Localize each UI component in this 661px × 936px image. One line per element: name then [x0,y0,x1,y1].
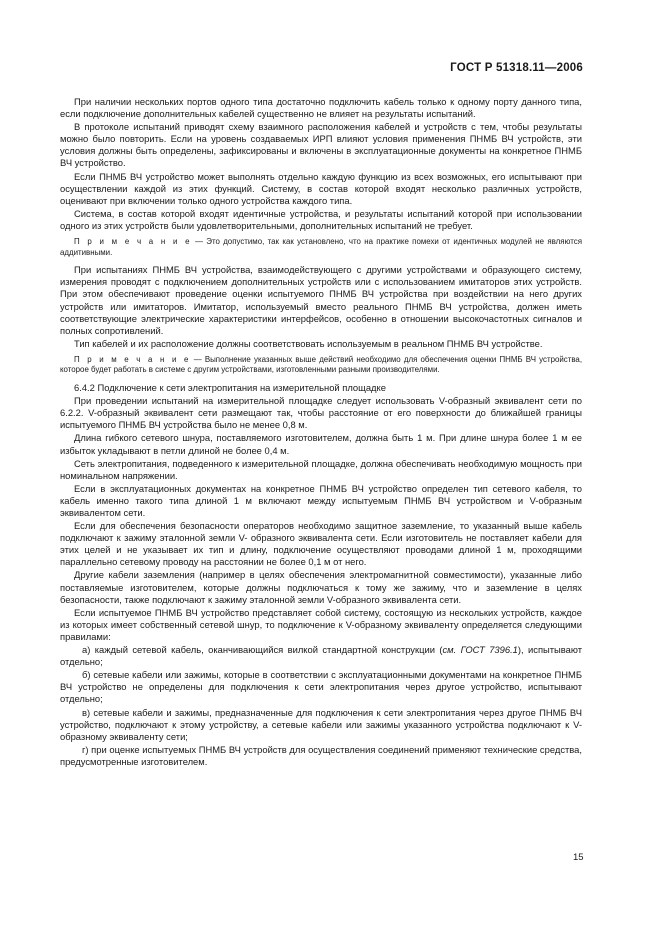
paragraph: При испытаниях ПНМБ ВЧ устройства, взаимодействующего с другими устройствами и образующего систему, измерения проводят с подключением дополнительных устройств или с использованием имитаторов этих устройств. При этом обеспечивают проведение оценки испытуемого ПНМБ ВЧ устройства при воздействии на него других устройств или имитаторов. Имитатор, используемый вместо реального ПНМБ ВЧ устройства, должен иметь соответствующие электрические характеристики интерфейсов, особенно в отношении высокочастотных сигналов и полных сопротивлений. [60,264,582,336]
document-body [60,96,582,769]
paragraph: Если для обеспечения безопасности операторов необходимо защитное заземление, то указанный выше кабель подключают к зажиму эталонной земли V- образного эквивалента сети. Если изготовитель не поставляет кабели для этих целей и не указывает их тип и длину, подключение осуществляют проводами длиной 1 м, проходящими параллельно сетевому проводу на расстоянии не более 0,1 м от него. [60,520,582,568]
note-text: — Выполнение указанных выше действий необходимо для обеспечения оценки ПНМБ ВЧ устройства, которое будет работать в системе с другим устройствами, изготовленными разными производителями. [60,354,583,375]
list-item-text: ), испытывают отдельно; [60,644,583,668]
paragraph: При проведении испытаний на измерительной площадке следует использовать V-образный эквивалент сети по 6.2.2. V-образный эквивалент сети размещают так, чтобы расстояние от его поверхности до ближайшей границы испытуемого ПНМБ ВЧ устройства было не менее 0,8 м. [60,395,582,431]
paragraph: Система, в состав которой входят идентичные устройства, и результаты испытаний которой при использовании одного из этих устройств были удовлетворительными, дополнительных испытаний не требует. [60,207,582,231]
paragraph: Сеть электропитания, подведенного к измерительной площадке, должна обеспечивать необходимую мощность при номинальном напряжении. [60,457,582,481]
list-item: в) сетевые кабели и зажимы, предназначенные для подключения к сети электропитания через другое ПНМБ ВЧ устройство, подключают к этому устройству, а сетевые кабели или зажимы указанного устройства подключают к V-образному эквиваленту сети; [60,706,582,742]
list-item: г) при оценке испытуемых ПНМБ ВЧ устройств для осуществления соединений применяют технические средства, предусмотренные изготовителем. [60,743,582,767]
note [60,237,582,258]
paragraph: Другие кабели заземления (например в целях обеспечения электромагнитной совместимости), указанные либо поставляемые изготовителем, которые должны подключаться к тому же зажиму, что и заземление в целях безопасности, также подключают к зажиму эталонной земли V-образного эквивалента сети. [60,569,582,605]
note-label: П р и м е ч а н и е [74,237,192,247]
paragraph: Если испытуемое ПНМБ ВЧ устройство представляет собой систему, состоящую из нескольких устройств, каждое из которых имеет собственный сетевой шнур, то подключение к V-образному эквиваленту определяется следующими правилами: [60,606,582,642]
standard-header: ГОСТ Р 51318.11—2006 [450,62,583,74]
list-item-text: а) каждый сетевой кабель, оканчивающийся вилкой стандартной конструкции ( [82,644,443,656]
paragraph: Если в эксплуатационных документах на конкретное ПНМБ ВЧ устройство определен тип сетевого кабеля, то кабель именно такого типа длиной 1 м включают между испытуемым ПНМБ ВЧ устройством и V-образным эквивалентом сети. [60,482,582,518]
section-heading: 6.4.2 Подключение к сети электропитания на измерительной площадке [74,382,386,394]
note-label: П р и м е ч а н и е [74,354,191,364]
paragraph: В протоколе испытаний приводят схему взаимного расположения кабелей и устройств с тем, чтобы результаты можно было повторить. Если на уровень создаваемых ИРП влияют условия применения ПНМБ ВЧ устройств, эти условия должны быть определены, зафиксированы и включены в эксплуатационные документы на конкретное ПНМБ ВЧ устройство. [60,121,582,169]
paragraph: Тип кабелей и их расположение должны соответствовать используемым в реальном ПНМБ ВЧ устройстве. [74,337,543,349]
page-number: 15 [573,852,584,863]
paragraph: Если ПНМБ ВЧ устройство может выполнять отдельно каждую функцию из всех возможных, его испытывают при осуществлении каждой из этих функций. Систему, в состав которой входят несколько различных устройств, оценивают при включении только одного устройства каждого типа. [60,170,582,206]
standard-reference: см. ГОСТ 7396.1 [442,644,518,656]
paragraph: Длина гибкого сетевого шнура, поставляемого изготовителем, должна быть 1 м. При длине шнура более 1 м ее избыток укладывают в петли длиной не более 0,4 м. [60,432,582,456]
list-item: б) сетевые кабели или зажимы, которые в соответствии с эксплуатационными документами на конкретное ПНМБ ВЧ устройство не определены для подключения к сети электропитания через другое устройство, испытывают отдельно; [60,669,582,705]
list-item [60,644,582,668]
note-text: — Это допустимо, так как установлено, что на практике помехи от идентичных модулей не являются аддитивными. [60,237,582,257]
paragraph: При наличии нескольких портов одного типа достаточно подключить кабель только к одному порту данного типа, если подключение дополнительных кабелей существенно не влияет на результаты испытаний. [60,96,582,120]
note [60,355,582,376]
